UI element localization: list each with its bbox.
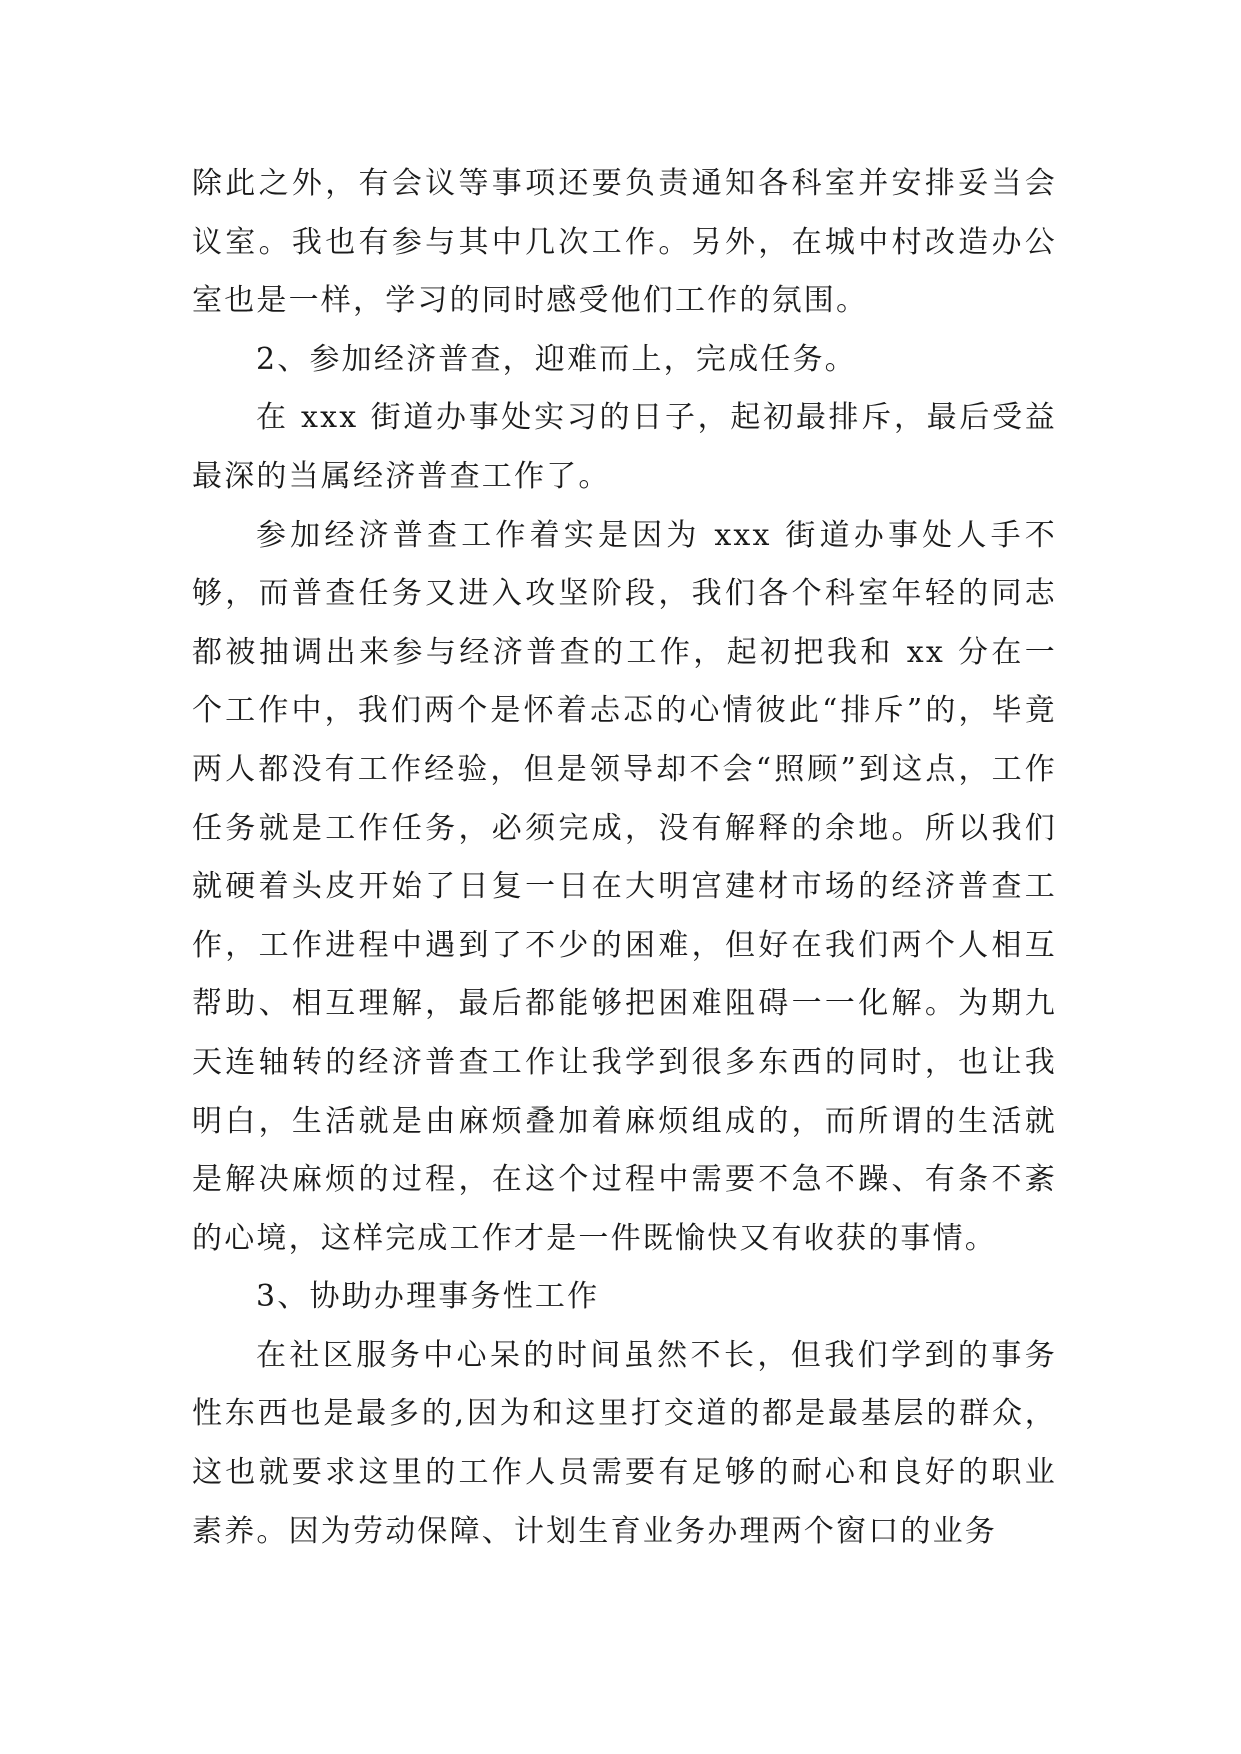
paragraph-3: 在 xxx 街道办事处实习的日子，起初最排斥，最后受益最深的当属经济普查工作了。 [192, 400, 1057, 494]
paragraph-6: 在社区服务中心呆的时间虽然不长，但我们学到的事务性东西也是最多的,因为和这里打交道的都是最基层的群众，这也就要求这里的工作人员需要有足够的耐心和良好的职业素养。因为劳动保障、计划生育业务办理两个窗口的业务 [192, 1337, 1057, 1549]
document-body [192, 155, 1057, 1561]
paragraph-1: 除此之外，有会议等事项还要负责通知各科室并安排妥当会议室。我也有参与其中几次工作。另外，在城中村改造办公室也是一样，学习的同时感受他们工作的氛围。 [192, 166, 1057, 319]
paragraph-2-heading: 2、参加经济普查，迎难而上，完成任务。 [256, 341, 857, 377]
paragraph-5-heading: 3、协助办理事务性工作 [256, 1279, 600, 1315]
paragraph-4: 参加经济普查工作着实是因为 xxx 街道办事处人手不够，而普查任务又进入攻坚阶段，我们各个科室年轻的同志都被抽调出来参与经济普查的工作，起初把我和 xx 分在一个工作中，我们两个是怀着忐忑的心情彼此“排斥”的，毕竟两人都没有工作经验，但是领导却不会“照顾”到这点，工作任务就是工作任务，必须完成，没有解释的余地。所以我们就硬着头皮开始了日复一日在大明宫建材市场的经济普查工作，工作进程中遇到了不少的困难，但好在我们两个人相互帮助、相互理解，最后都能够把困难阻碍一一化解。为期九天连轴转的经济普查工作让我学到很多东西的同时，也让我明白，生活就是由麻烦叠加着麻烦组成的，而所谓的生活就是解决麻烦的过程，在这个过程中需要不急不躁、有条不紊的心境，这样完成工作才是一件既愉快又有收获的事情。 [192, 517, 1057, 1256]
